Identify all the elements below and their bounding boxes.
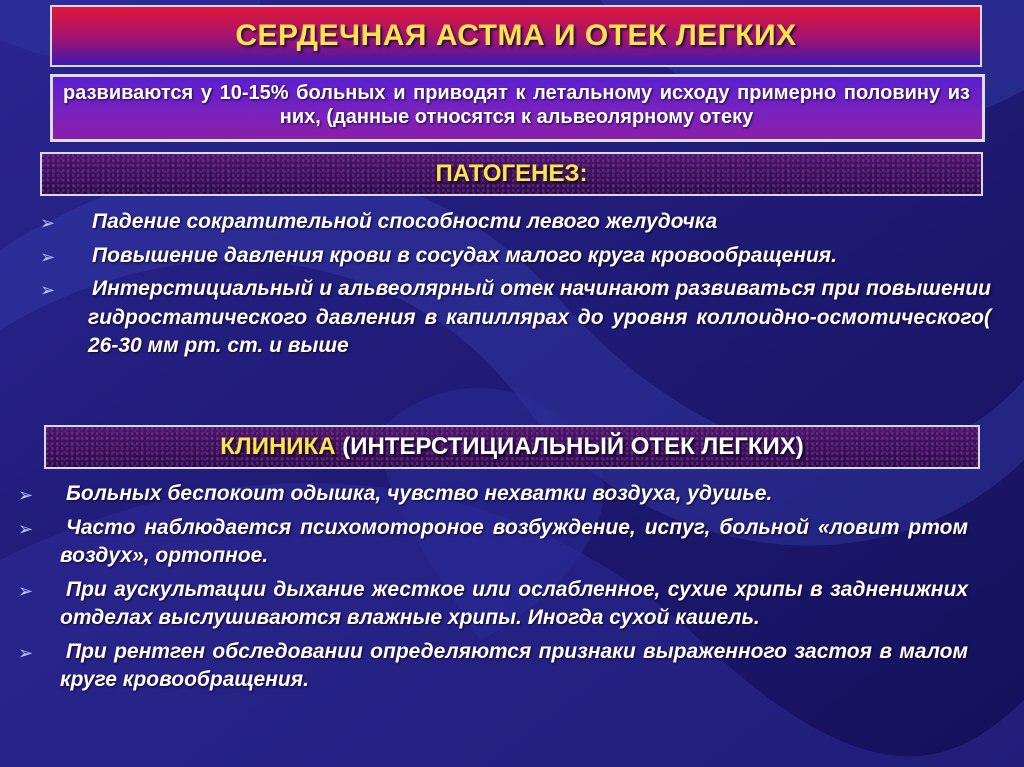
list-item-text: Падение сократительной способности левого желудочка [92,210,718,233]
pathogenesis-list [36,208,991,366]
arrow-bullet-icon: ➢ [40,246,56,267]
list-item [12,480,968,509]
list-item [12,576,968,633]
list-item [12,638,968,695]
list-item-text: При рентген обследовании определяются признаки выраженного застоя в малом круге кровообращения. [60,639,968,691]
arrow-bullet-icon: ➢ [18,580,34,601]
arrow-bullet-icon: ➢ [18,518,34,539]
list-item [36,242,991,271]
intro-banner [50,74,985,142]
slide-title: СЕРДЕЧНАЯ АСТМА И ОТЕК ЛЕГКИХ [235,19,797,52]
pathogenesis-header [40,152,983,196]
clinic-list [12,480,968,700]
list-item-text: Больных беспокоит одышка, чувство нехватки воздуха, удушье. [66,482,773,505]
title-banner [50,5,982,67]
list-item-text: Интерстициальный и альвеолярный отек начинают развиваться при повышении гидростатического давления в капиллярах до уровня коллоидно-осмотического( 26-30 мм рт. ст. и выше [88,277,991,357]
clinic-heading-accent: КЛИНИКА [220,433,336,460]
list-item-text: При аускультации дыхание жесткое или ослабленное, сухие хрипы в задненижних отделах выслушиваются влажные хрипы. Иногда сухой кашель. [60,577,968,629]
arrow-bullet-icon: ➢ [18,485,34,505]
list-item [36,208,991,237]
list-item [36,275,991,361]
arrow-bullet-icon: ➢ [40,213,56,233]
arrow-bullet-icon: ➢ [40,280,56,300]
intro-text: развиваются у 10-15% больных и приводят к летальному исходу примерно половину из них, (данные относятся к альвеолярному отеку [63,82,970,128]
clinic-heading-rest: (ИНТЕРСТИЦИАЛЬНЫЙ ОТЕК ЛЕГКИХ) [335,433,804,460]
clinic-heading [220,433,804,461]
list-item-text: Часто наблюдается психомотороное возбуждение, испуг, больной «ловит ртом воздух», ортопное. [60,515,968,567]
clinic-header [44,425,980,469]
list-item-text: Повышение давления крови в сосудах малого круга кровообращения. [92,243,837,267]
arrow-bullet-icon: ➢ [18,642,34,663]
pathogenesis-heading: ПАТОГЕНЕЗ: [435,160,588,187]
list-item [12,514,968,571]
